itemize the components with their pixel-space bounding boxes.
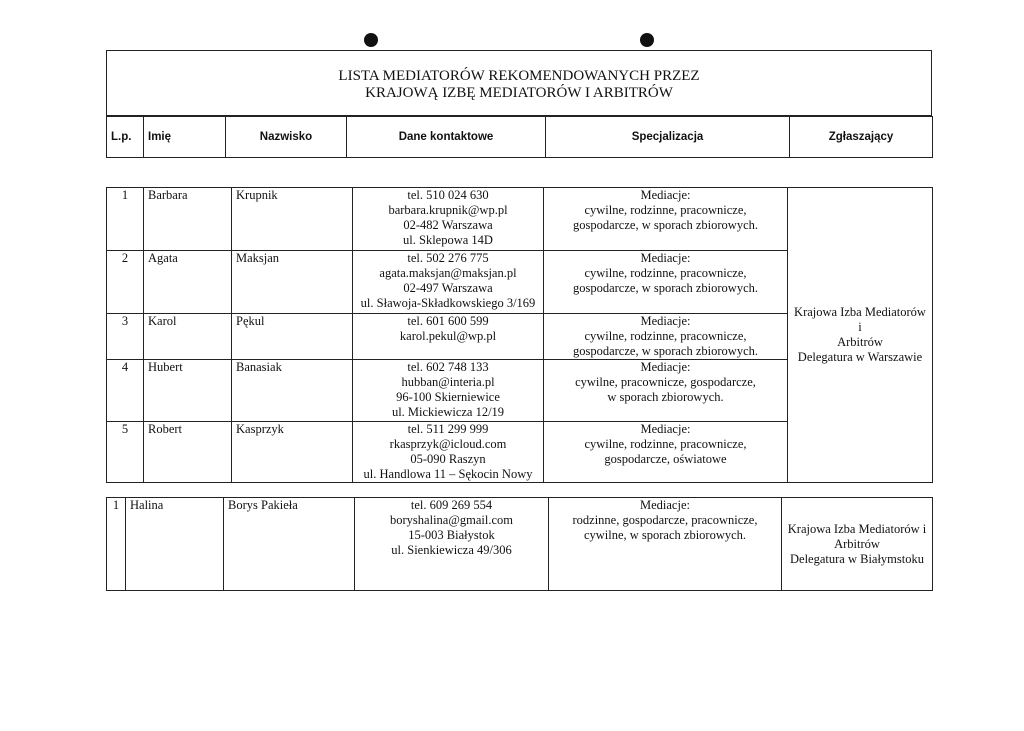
contact-details — [353, 188, 544, 251]
contact-details-line: ul. Sklepowa 14D — [403, 233, 493, 247]
last-name — [232, 251, 353, 314]
last-name-line: Borys Pakieła — [228, 498, 298, 512]
contact-details-line: tel. 602 748 133 — [407, 360, 489, 374]
specialization-line: gospodarcze, oświatowe — [604, 452, 727, 466]
document-title — [106, 50, 932, 116]
contact-details — [355, 498, 549, 591]
last-name — [224, 498, 355, 591]
first-name-line: Halina — [130, 498, 164, 512]
specialization-line: cywilne, rodzinne, pracownicze, — [584, 203, 747, 217]
contact-details-line: tel. 601 600 599 — [407, 314, 489, 328]
row-number — [107, 314, 144, 360]
row-number — [107, 251, 144, 314]
submitter-line: Krajowa Izba Mediatorów i — [787, 521, 927, 536]
specialization — [544, 360, 788, 422]
submitter-line: Arbitrów — [837, 335, 883, 349]
last-name — [232, 314, 353, 360]
mediators-table-warsaw — [106, 187, 933, 483]
first-name — [144, 422, 232, 483]
last-name-line: Kasprzyk — [236, 422, 284, 436]
submitter — [782, 498, 933, 591]
last-name — [232, 422, 353, 483]
specialization-line: cywilne, rodzinne, pracownicze, — [584, 266, 747, 280]
contact-details-line: 05-090 Raszyn — [410, 452, 486, 466]
specialization-line: w sporach zbiorowych. — [607, 390, 724, 404]
submitter-line: Delegatura w Białymstoku — [790, 551, 924, 566]
specialization-line: Mediacje: — [640, 360, 691, 374]
last-name — [232, 360, 353, 422]
contact-details-line: ul. Mickiewicza 12/19 — [391, 405, 505, 419]
first-name — [126, 498, 224, 591]
specialization-line: Mediacje: — [640, 422, 691, 436]
contact-details-line: ul. Sienkiewicza 49/306 — [391, 543, 512, 557]
last-name-line: Krupnik — [236, 188, 278, 202]
row-number-line: 5 — [121, 422, 129, 436]
contact-details-line: 02-482 Warszawa — [403, 218, 493, 232]
mediators-table-bialystok — [106, 497, 933, 591]
column-header-table — [106, 116, 933, 158]
specialization-line: Mediacje: — [640, 188, 691, 202]
row-number-line: 1 — [121, 188, 129, 202]
specialization — [544, 314, 788, 360]
contact-details-line: ul. Sławoja-Składkowskiego 3/169 — [360, 296, 536, 310]
row-number-line: 4 — [121, 360, 129, 374]
punch-hole-right — [640, 33, 654, 47]
header-first-name: Imię — [144, 117, 226, 158]
row-number — [107, 188, 144, 251]
contact-details-line: rkasprzyk@icloud.com — [389, 437, 507, 451]
last-name-line: Banasiak — [236, 360, 282, 374]
contact-details-line: 15-003 Białystok — [408, 528, 495, 542]
contact-details-line: hubban@interia.pl — [401, 375, 495, 389]
row-number — [107, 422, 144, 483]
contact-details-line: tel. 511 299 999 — [407, 422, 489, 436]
specialization-line: gospodarcze, w sporach zbiorowych. — [572, 218, 758, 232]
specialization — [544, 188, 788, 251]
table-row — [107, 498, 933, 591]
last-name — [232, 188, 353, 251]
submitter-line: Delegatura w Warszawie — [797, 350, 923, 364]
first-name-line: Hubert — [148, 360, 183, 374]
contact-details — [353, 360, 544, 422]
contact-details — [353, 422, 544, 483]
first-name — [144, 251, 232, 314]
contact-details-line: 02-497 Warszawa — [403, 281, 493, 295]
specialization — [544, 422, 788, 483]
punch-hole-left — [364, 33, 378, 47]
specialization-line: cywilne, pracownicze, gospodarcze, — [575, 375, 756, 389]
header-last-name: Nazwisko — [226, 117, 347, 158]
table-row — [107, 188, 933, 251]
header-specialization: Specjalizacja — [546, 117, 790, 158]
specialization-line: cywilne, rodzinne, pracownicze, — [584, 437, 747, 451]
last-name-line: Pękul — [236, 314, 265, 328]
specialization — [544, 251, 788, 314]
contact-details-line: tel. 510 024 630 — [407, 188, 489, 202]
specialization-line: cywilne, rodzinne, pracownicze, — [584, 329, 747, 343]
specialization-line: Mediacje: — [640, 314, 691, 328]
contact-details-line: ul. Handlowa 11 – Sękocin Nowy — [363, 467, 533, 481]
first-name — [144, 188, 232, 251]
contact-details-line: barbara.krupnik@wp.pl — [388, 203, 508, 217]
specialization-line: rodzinne, gospodarcze, pracownicze, — [572, 513, 758, 527]
specialization-line: Mediacje: — [640, 498, 690, 512]
first-name-line: Robert — [148, 422, 183, 436]
submitter-line: Arbitrów — [834, 536, 880, 551]
header-submitter: Zgłaszający — [790, 117, 933, 158]
last-name-line: Maksjan — [236, 251, 280, 265]
contact-details-line: karol.pekul@wp.pl — [399, 329, 497, 343]
contact-details — [353, 251, 544, 314]
contact-details — [353, 314, 544, 360]
contact-details-line: agata.maksjan@maksjan.pl — [379, 266, 517, 280]
specialization-line: cywilne, w sporach zbiorowych. — [583, 528, 747, 542]
submitter — [788, 188, 933, 483]
contact-details-line: boryshalina@gmail.com — [390, 513, 513, 527]
specialization-line: gospodarcze, w sporach zbiorowych. — [572, 281, 758, 295]
header-contact: Dane kontaktowe — [347, 117, 546, 158]
header-lp: L.p. — [107, 117, 144, 158]
specialization-line: gospodarcze, w sporach zbiorowych. — [572, 344, 758, 358]
row-number-line: 2 — [121, 251, 129, 265]
first-name-line: Karol — [148, 314, 177, 328]
title-line-2: KRAJOWĄ IZBĘ MEDIATORÓW I ARBITRÓW — [365, 85, 673, 101]
first-name — [144, 360, 232, 422]
contact-details-line: 96-100 Skierniewice — [396, 390, 500, 404]
submitter-line: Krajowa Izba Mediatorów i — [794, 305, 926, 334]
row-number — [107, 360, 144, 422]
specialization-line: Mediacje: — [640, 251, 691, 265]
first-name-line: Barbara — [148, 188, 188, 202]
first-name — [144, 314, 232, 360]
row-number — [107, 498, 126, 591]
contact-details-line: tel. 609 269 554 — [410, 498, 493, 512]
title-line-1: LISTA MEDIATORÓW REKOMENDOWANYCH PRZEZ — [338, 68, 700, 84]
contact-details-line: tel. 502 276 775 — [407, 251, 489, 265]
first-name-line: Agata — [148, 251, 178, 265]
row-number-line: 3 — [121, 314, 129, 328]
row-number-line: 1 — [112, 498, 120, 512]
specialization — [549, 498, 782, 591]
